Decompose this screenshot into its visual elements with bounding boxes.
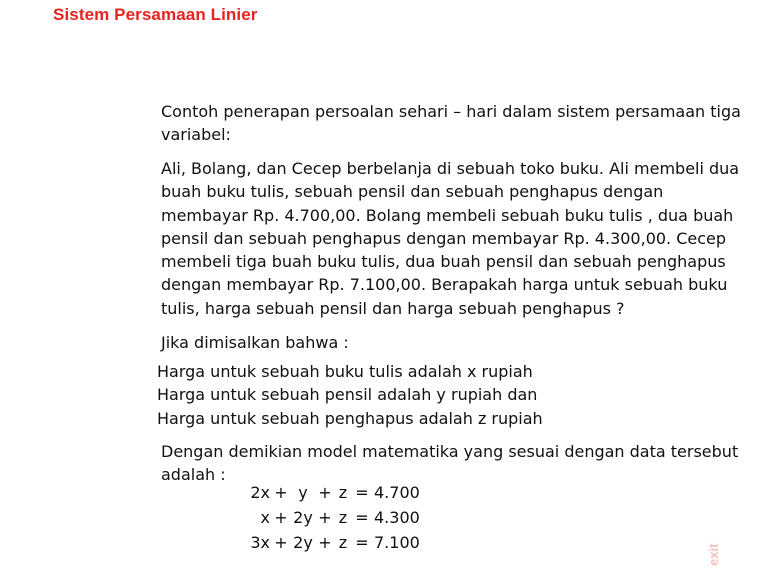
problem-paragraph: Ali, Bolang, dan Cecep berbelanja di sebuah toko buku. Ali membeli dua buah buku tulis, sebuah pensil dan sebuah penghapus dengan membayar Rp. 4.700,00. Bolang membeli sebuah buku tulis , dua buah pensil dan sebuah penghapus dengan membayar Rp. 4.300,00. Cecep membeli tiga buah buku tulis, dua buah pensil dan sebuah penghapus dengan membayar Rp. 7.100,00. Berapakah harga untuk sebuah buku tulis, harga sebuah pensil dan harga sebuah penghapus ? — [161, 159, 740, 318]
assumption-list — [157, 360, 747, 430]
operator: + — [274, 533, 288, 552]
term: z — [338, 533, 348, 552]
term: 2y — [293, 533, 313, 552]
equals-sign: = — [355, 483, 369, 502]
page-title: Sistem Persamaan Linier — [53, 5, 258, 24]
assumption-item: Harga untuk sebuah penghapus adalah z rupiah — [157, 408, 543, 428]
assumption-item: Harga untuk sebuah buku tulis adalah x rupiah — [157, 362, 533, 381]
term: z — [338, 483, 348, 502]
term: 2y — [293, 508, 313, 527]
constant: 4.700 — [374, 483, 420, 502]
operator: + — [318, 508, 332, 527]
operator: + — [318, 533, 332, 552]
term: x — [260, 508, 270, 527]
exit-link[interactable]: exit — [706, 543, 721, 566]
constant: 7.100 — [374, 533, 420, 552]
model-paragraph: Dengan demikian model matematika yang sesuai dengan data tersebut adalah : — [161, 442, 739, 485]
term: z — [338, 508, 348, 527]
intro-paragraph: Contoh penerapan persoalan sehari – hari dalam sistem persamaan tiga variabel: — [161, 102, 741, 145]
term: y — [298, 483, 308, 502]
equation-row — [248, 480, 448, 505]
equals-sign: = — [355, 508, 369, 527]
operator: + — [318, 483, 332, 502]
operator: + — [274, 483, 288, 502]
equation-row — [248, 505, 448, 530]
equals-sign: = — [355, 533, 369, 552]
constant: 4.300 — [374, 508, 420, 527]
assumption-label: Jika dimisalkan bahwa : — [161, 333, 349, 352]
assumption-item: Harga untuk sebuah pensil adalah y rupiah dan — [157, 385, 538, 405]
equation-row — [248, 530, 448, 555]
term: 3x — [250, 533, 270, 552]
term: 2x — [250, 483, 270, 502]
operator: + — [274, 508, 288, 527]
